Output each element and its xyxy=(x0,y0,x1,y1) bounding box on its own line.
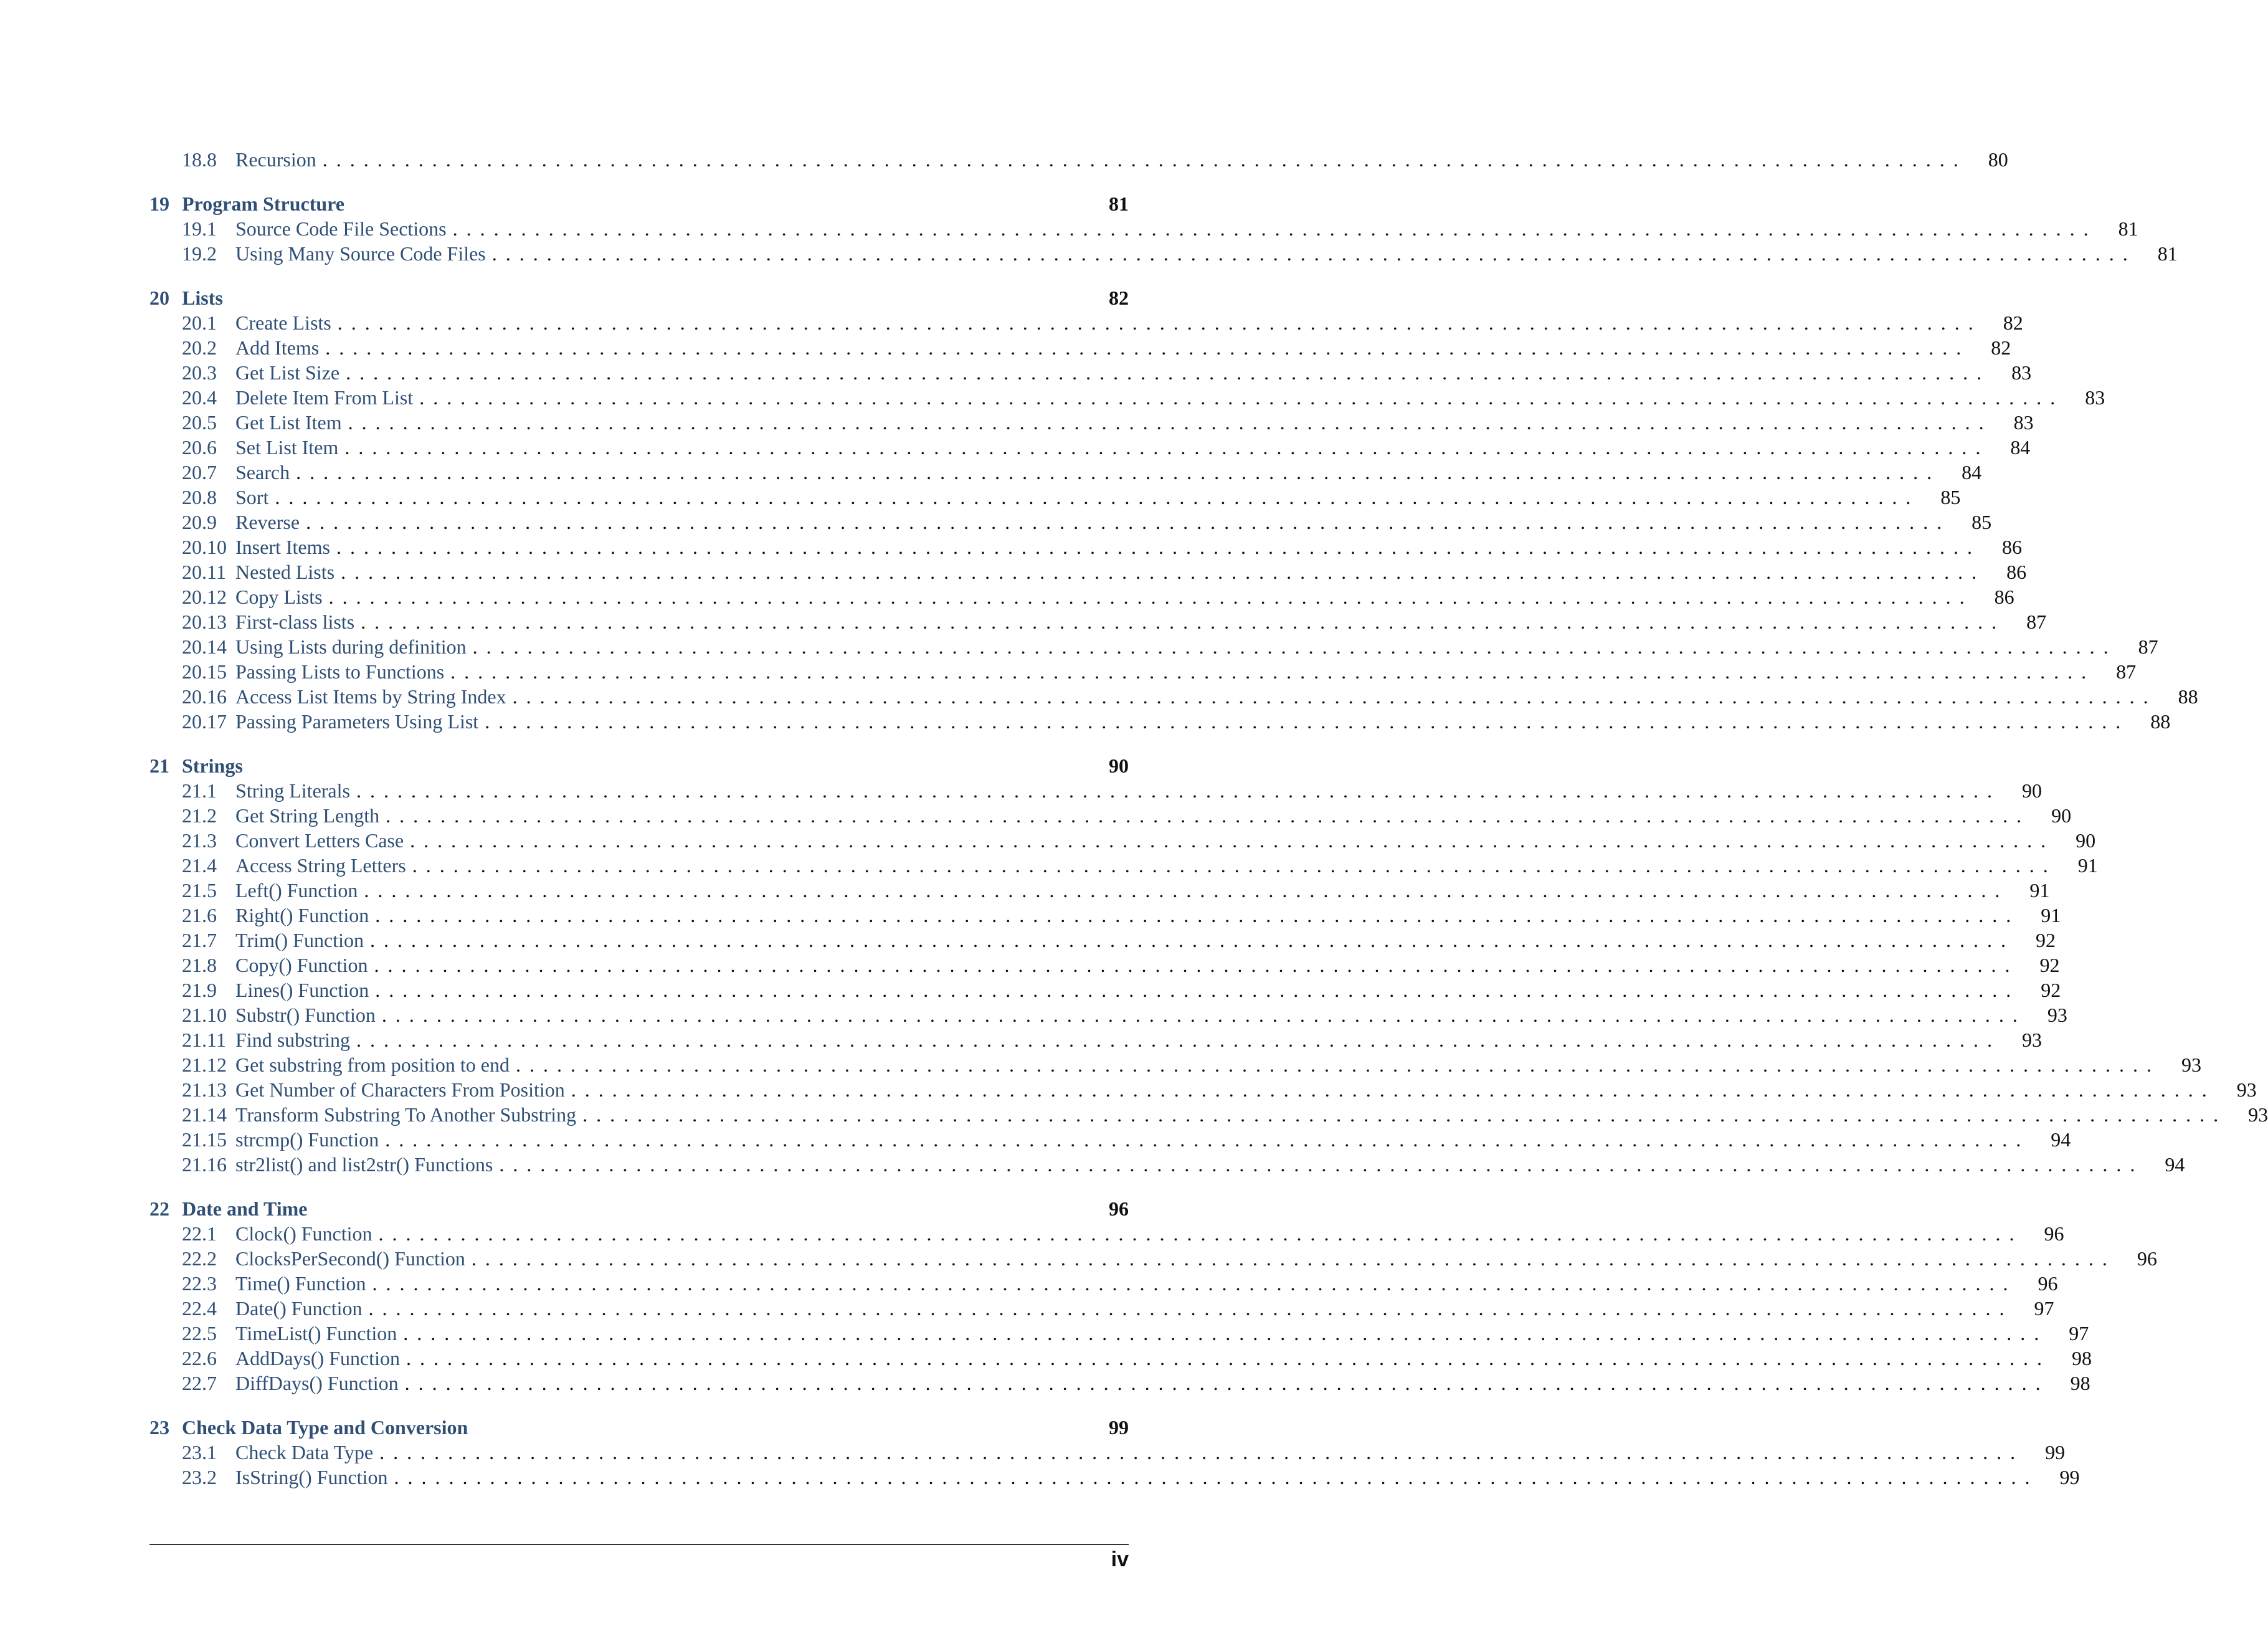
chapter-page-number: 90 xyxy=(1109,754,1129,777)
entry-page-number: 87 xyxy=(2138,635,2158,658)
entry-title[interactable]: str2list() and list2str() Functions xyxy=(235,1153,493,1176)
entry-page-number: 90 xyxy=(2021,779,2042,802)
entry-title[interactable]: Date() Function xyxy=(235,1297,363,1320)
entry-number: 19.1 xyxy=(182,217,217,240)
entry-page-number: 81 xyxy=(2118,217,2138,240)
chapter-title[interactable]: Date and Time xyxy=(182,1197,308,1220)
entry-title[interactable]: strcmp() Function xyxy=(235,1128,379,1151)
toc-chapter xyxy=(149,285,2198,734)
dot-leader: ........................................................................................................................ xyxy=(419,386,2064,409)
entry-title[interactable]: Add Items xyxy=(235,336,320,359)
dot-leader: ........................................................................................................................ xyxy=(275,486,1920,508)
entry-page-number: 96 xyxy=(2038,1272,2058,1295)
dot-leader: ........................................................................................................................ xyxy=(356,779,2001,802)
entry-number: 21.9 xyxy=(182,979,217,1001)
entry-page-number: 93 xyxy=(2047,1004,2067,1026)
entry-number: 20.11 xyxy=(182,561,226,583)
entry-page-number: 82 xyxy=(1991,336,2011,359)
toc-entry[interactable] xyxy=(149,385,2105,410)
toc-entry[interactable] xyxy=(149,310,2023,335)
toc-entry[interactable] xyxy=(149,903,2061,928)
dot-leader: ........................................................................................................................ xyxy=(322,148,1967,171)
entry-page-number: 88 xyxy=(2150,710,2171,733)
entry-title[interactable]: Passing Parameters Using List xyxy=(235,710,479,733)
dot-leader: ........................................................................................................................ xyxy=(404,1372,2049,1394)
dot-leader: ........................................................................................................................ xyxy=(512,685,2157,708)
entry-number: 19.2 xyxy=(182,242,217,265)
chapter-heading[interactable] xyxy=(149,191,1129,216)
entry-title[interactable]: Access List Items by String Index xyxy=(235,685,506,708)
entry-page-number: 90 xyxy=(2076,829,2096,852)
entry-title[interactable]: Insert Items xyxy=(235,536,330,558)
entry-page-number: 83 xyxy=(2011,361,2032,384)
entry-number: 20.5 xyxy=(182,411,217,434)
toc-entry[interactable] xyxy=(149,216,2138,241)
entry-number: 20.12 xyxy=(182,586,227,608)
chapter-heading[interactable] xyxy=(149,1196,1129,1221)
entry-number: 21.11 xyxy=(182,1029,226,1051)
entry-title[interactable]: Get List Size xyxy=(235,361,340,384)
entry-page-number: 88 xyxy=(2178,685,2198,708)
chapter-number: 20 xyxy=(149,287,169,309)
dot-leader: ........................................................................................................................ xyxy=(375,979,2020,1001)
entry-title[interactable]: Transform Substring To Another Substring xyxy=(235,1103,577,1126)
entry-title[interactable]: DiffDays() Function xyxy=(235,1372,399,1394)
chapter-page-number: 96 xyxy=(1109,1197,1129,1220)
dot-leader: ........................................................................................................................ xyxy=(325,336,1970,359)
dot-leader: ........................................................................................................................ xyxy=(582,1103,2228,1126)
toc-entry[interactable] xyxy=(149,535,2022,559)
entry-title[interactable]: String Literals xyxy=(235,779,350,802)
entry-title[interactable]: Recursion xyxy=(235,148,316,171)
toc-entry[interactable] xyxy=(149,1127,2071,1152)
dot-leader: ........................................................................................................................ xyxy=(328,586,1973,608)
entry-page-number: 93 xyxy=(2181,1054,2201,1076)
entry-number: 20.1 xyxy=(182,312,217,334)
entry-page-number: 84 xyxy=(2010,436,2031,459)
entry-page-number: 93 xyxy=(2248,1103,2268,1126)
dot-leader: ........................................................................................................................ xyxy=(337,312,1982,334)
toc-entry[interactable] xyxy=(149,878,2050,903)
entry-title[interactable]: Using Many Source Code Files xyxy=(235,242,486,265)
entry-title[interactable]: Create Lists xyxy=(235,312,331,334)
dot-leader: ........................................................................................................................ xyxy=(306,511,1951,533)
entry-number: 22.6 xyxy=(182,1347,217,1369)
toc-entry[interactable] xyxy=(149,1321,2089,1346)
entry-number: 22.1 xyxy=(182,1222,217,1245)
chapter-title[interactable]: Check Data Type and Conversion xyxy=(182,1416,468,1439)
dot-leader: ........................................................................................................................ xyxy=(368,1297,2013,1320)
entry-title[interactable]: Time() Function xyxy=(235,1272,366,1295)
toc-entry[interactable] xyxy=(149,778,2042,803)
entry-title[interactable]: ClocksPerSecond() Function xyxy=(235,1247,465,1270)
toc-entry[interactable] xyxy=(149,584,2014,609)
toc-entry[interactable] xyxy=(149,410,2034,435)
dot-leader: ........................................................................................................................ xyxy=(375,904,2020,926)
toc-entry[interactable] xyxy=(149,609,2047,634)
toc-entry[interactable] xyxy=(149,435,2031,460)
entry-number: 20.13 xyxy=(182,611,227,633)
toc-entry[interactable] xyxy=(149,485,1961,510)
entry-title[interactable]: Delete Item From List xyxy=(235,386,414,409)
entry-title[interactable]: First-class lists xyxy=(235,611,355,633)
entry-number: 22.2 xyxy=(182,1247,217,1270)
dot-leader: ........................................................................................................................ xyxy=(356,1029,2001,1051)
entry-page-number: 85 xyxy=(1971,511,1992,533)
dot-leader: ........................................................................................................................ xyxy=(348,411,1993,434)
entry-page-number: 86 xyxy=(2006,561,2027,583)
entry-page-number: 90 xyxy=(2051,804,2072,827)
entry-title[interactable]: Nested Lists xyxy=(235,561,335,583)
table-of-contents xyxy=(149,147,2268,1509)
dot-leader: ........................................................................................................................ xyxy=(515,1054,2160,1076)
toc-entry[interactable] xyxy=(149,1371,2090,1396)
chapter-page-number: 81 xyxy=(1109,193,1129,215)
dot-leader: ........................................................................................................................ xyxy=(341,561,1986,583)
toc-entry[interactable] xyxy=(149,853,2098,878)
toc-entry[interactable] xyxy=(149,1346,2092,1371)
chapter-page-number: 82 xyxy=(1109,287,1129,309)
dot-leader: ........................................................................................................................ xyxy=(571,1078,2216,1101)
entry-number: 21.16 xyxy=(182,1153,227,1176)
chapter-number: 22 xyxy=(149,1197,169,1220)
entry-number: 20.14 xyxy=(182,635,227,658)
chapter-number: 23 xyxy=(149,1416,169,1439)
toc-entry[interactable] xyxy=(149,709,2171,734)
dot-leader: ........................................................................................................................ xyxy=(378,1222,2023,1245)
entry-title[interactable]: Source Code File Sections xyxy=(235,217,447,240)
toc-entry[interactable] xyxy=(149,559,2027,584)
toc-chapter xyxy=(149,753,2268,1177)
entry-title[interactable]: Substr() Function xyxy=(235,1004,376,1026)
toc-entry[interactable] xyxy=(149,1296,2054,1321)
entry-number: 21.3 xyxy=(182,829,217,852)
entry-page-number: 98 xyxy=(2071,1347,2092,1369)
chapter-title[interactable]: Strings xyxy=(182,754,243,777)
dot-leader: ........................................................................................................................ xyxy=(336,536,1981,558)
entry-page-number: 92 xyxy=(2035,929,2056,951)
entry-number: 23.1 xyxy=(182,1441,217,1463)
toc-chapter xyxy=(149,1196,2157,1396)
entry-page-number: 91 xyxy=(2041,904,2061,926)
entry-page-number: 91 xyxy=(2077,854,2098,877)
entry-title[interactable]: Left() Function xyxy=(235,879,358,902)
toc-entry[interactable] xyxy=(149,803,2072,828)
toc-chapter xyxy=(149,1415,2080,1490)
toc-entry[interactable] xyxy=(149,1440,2066,1465)
entry-number: 20.10 xyxy=(182,536,227,558)
entry-number: 21.1 xyxy=(182,779,217,802)
entry-title[interactable]: Get substring from position to end xyxy=(235,1054,510,1076)
entry-page-number: 93 xyxy=(2236,1078,2257,1101)
dot-leader: ........................................................................................................................ xyxy=(406,1347,2051,1369)
toc-entry[interactable] xyxy=(149,1002,2067,1027)
dot-leader: ........................................................................................................................ xyxy=(491,242,2137,265)
chapter-heading[interactable] xyxy=(149,1415,1129,1440)
toc-entry[interactable] xyxy=(149,634,2158,659)
dot-leader: ........................................................................................................................ xyxy=(379,1441,2024,1463)
entry-page-number: 97 xyxy=(2069,1322,2089,1344)
entry-number: 21.2 xyxy=(182,804,217,827)
entry-title[interactable]: Find substring xyxy=(235,1029,351,1051)
entry-title[interactable]: Get Number of Characters From Position xyxy=(235,1078,565,1101)
entry-title[interactable]: Copy() Function xyxy=(235,954,368,976)
entry-number: 20.8 xyxy=(182,486,217,508)
dot-leader: ........................................................................................................................ xyxy=(381,1004,2026,1026)
entry-title[interactable]: IsString() Function xyxy=(235,1466,388,1488)
dot-leader: ........................................................................................................................ xyxy=(450,660,2095,683)
dot-leader: ........................................................................................................................ xyxy=(403,1322,2048,1344)
entry-title[interactable]: Set List Item xyxy=(235,436,339,459)
entry-title[interactable]: Check Data Type xyxy=(235,1441,374,1463)
entry-number: 21.12 xyxy=(182,1054,227,1076)
entry-page-number: 98 xyxy=(2070,1372,2090,1394)
toc-entry[interactable] xyxy=(149,1027,2043,1052)
entry-title[interactable]: TimeList() Function xyxy=(235,1322,397,1344)
entry-number: 20.2 xyxy=(182,336,217,359)
entry-title[interactable]: Clock() Function xyxy=(235,1222,372,1245)
entry-number: 21.13 xyxy=(182,1078,227,1101)
entry-page-number: 80 xyxy=(1988,148,2008,171)
entry-page-number: 96 xyxy=(2044,1222,2064,1245)
entry-page-number: 99 xyxy=(2045,1441,2066,1463)
toc-entry[interactable] xyxy=(149,828,2096,853)
entry-number: 21.4 xyxy=(182,854,217,877)
entry-number: 21.10 xyxy=(182,1004,227,1026)
chapter-page-number: 99 xyxy=(1109,1416,1129,1439)
entry-page-number: 94 xyxy=(2165,1153,2185,1176)
dot-leader: ........................................................................................................................ xyxy=(369,929,2014,951)
entry-page-number: 82 xyxy=(2003,312,2023,334)
entry-number: 20.9 xyxy=(182,511,217,533)
entry-title[interactable]: Using Lists during definition xyxy=(235,635,467,658)
entry-page-number: 83 xyxy=(2085,386,2105,409)
entry-number: 21.6 xyxy=(182,904,217,926)
chapter-list xyxy=(149,191,2268,1490)
chapter-heading[interactable] xyxy=(149,285,1129,310)
entry-number: 20.4 xyxy=(182,386,217,409)
entry-page-number: 85 xyxy=(1940,486,1961,508)
entry-number: 20.17 xyxy=(182,710,227,733)
entry-title[interactable]: Lines() Function xyxy=(235,979,369,1001)
chapter-title[interactable]: Program Structure xyxy=(182,193,344,215)
dot-leader: ........................................................................................................................ xyxy=(372,1272,2017,1295)
entry-page-number: 93 xyxy=(2022,1029,2043,1051)
toc-entry[interactable] xyxy=(149,241,2178,266)
toc-entry[interactable] xyxy=(149,510,1992,535)
page-number: iv xyxy=(1111,1548,1129,1571)
entry-page-number: 81 xyxy=(2157,242,2178,265)
entry-title[interactable]: Get String Length xyxy=(235,804,380,827)
entry-title[interactable]: Copy Lists xyxy=(235,586,323,608)
entry-number: 22.7 xyxy=(182,1372,217,1394)
entry-title[interactable]: AddDays() Function xyxy=(235,1347,400,1369)
entry-number: 20.6 xyxy=(182,436,217,459)
dot-leader: ........................................................................................................................ xyxy=(385,1128,2030,1151)
toc-entry[interactable] xyxy=(149,1246,2157,1271)
entry-number: 21.5 xyxy=(182,879,217,902)
chapter-title[interactable]: Lists xyxy=(182,287,223,309)
entry-number: 20.16 xyxy=(182,685,227,708)
entry-title[interactable]: Right() Function xyxy=(235,904,369,926)
toc-entry[interactable] xyxy=(149,1465,2080,1490)
toc-entry[interactable] xyxy=(149,1221,2064,1246)
dot-leader: ........................................................................................................................ xyxy=(344,436,1990,459)
toc-entry[interactable] xyxy=(149,928,2056,953)
entry-page-number: 97 xyxy=(2034,1297,2054,1320)
entry-title[interactable]: Access String Letters xyxy=(235,854,406,877)
entry-page-number: 86 xyxy=(1994,586,2014,608)
entry-number: 21.14 xyxy=(182,1103,227,1126)
dot-leader: ........................................................................................................................ xyxy=(374,954,2019,976)
dot-leader: ........................................................................................................................ xyxy=(361,611,2006,633)
entry-title[interactable]: Convert Letters Case xyxy=(235,829,404,852)
toc-entry[interactable] xyxy=(149,460,1982,485)
toc-entry[interactable] xyxy=(149,1271,2058,1296)
toc-entry[interactable] xyxy=(149,1102,2268,1127)
entry-page-number: 99 xyxy=(2059,1466,2080,1488)
entry-page-number: 86 xyxy=(2001,536,2022,558)
dot-leader: ........................................................................................................................ xyxy=(296,461,1941,483)
toc-entry[interactable] xyxy=(149,659,2137,684)
entry-title[interactable]: Trim() Function xyxy=(235,929,364,951)
dot-leader: ........................................................................................................................ xyxy=(472,635,2117,658)
entry-title[interactable]: Search xyxy=(235,461,290,483)
entry-title[interactable]: Sort xyxy=(235,486,269,508)
dot-leader: ........................................................................................................................ xyxy=(471,1247,2116,1270)
chapter-heading[interactable] xyxy=(149,753,1129,778)
entry-page-number: 94 xyxy=(2051,1128,2071,1151)
dot-leader: ........................................................................................................................ xyxy=(386,804,2031,827)
entry-number: 23.2 xyxy=(182,1466,217,1488)
entry-page-number: 91 xyxy=(2029,879,2050,902)
entry-page-number: 96 xyxy=(2137,1247,2157,1270)
toc-chapter xyxy=(149,191,2178,266)
entry-number: 22.3 xyxy=(182,1272,217,1295)
entry-title[interactable]: Passing Lists to Functions xyxy=(235,660,445,683)
entry-title[interactable]: Reverse xyxy=(235,511,300,533)
toc-entry[interactable] xyxy=(149,953,2060,978)
entry-number: 18.8 xyxy=(182,148,217,171)
entry-number: 20.15 xyxy=(182,660,227,683)
dot-leader: ........................................................................................................................ xyxy=(485,710,2130,733)
entry-number: 22.4 xyxy=(182,1297,217,1320)
entry-number: 20.3 xyxy=(182,361,217,384)
toc-entry[interactable] xyxy=(149,978,2061,1002)
dot-leader: ........................................................................................................................ xyxy=(452,217,2097,240)
dot-leader: ........................................................................................................................ xyxy=(410,829,2055,852)
entry-title[interactable]: Get List Item xyxy=(235,411,342,434)
entry-number: 21.8 xyxy=(182,954,217,976)
toc-entry[interactable] xyxy=(149,1052,2201,1077)
entry-number: 21.7 xyxy=(182,929,217,951)
entry-page-number: 87 xyxy=(2026,611,2047,633)
toc-entry[interactable] xyxy=(149,335,2011,360)
entry-number: 22.5 xyxy=(182,1322,217,1344)
toc-entry[interactable] xyxy=(149,147,2008,172)
toc-entry[interactable] xyxy=(149,1152,2185,1177)
entry-number: 20.7 xyxy=(182,461,217,483)
toc-entry[interactable] xyxy=(149,1077,2257,1102)
dot-leader: ........................................................................................................................ xyxy=(394,1466,2039,1488)
toc-entry[interactable] xyxy=(149,360,2032,385)
entry-page-number: 84 xyxy=(1962,461,1982,483)
entry-page-number: 92 xyxy=(2041,979,2061,1001)
dot-leader: ........................................................................................................................ xyxy=(346,361,1991,384)
entry-page-number: 92 xyxy=(2039,954,2060,976)
toc-entry[interactable] xyxy=(149,684,2198,709)
entry-page-number: 83 xyxy=(2013,411,2034,434)
dot-leader: ........................................................................................................................ xyxy=(364,879,2009,902)
footer-rule xyxy=(149,1544,1129,1545)
dot-leader: ........................................................................................................................ xyxy=(412,854,2057,877)
chapter-number: 21 xyxy=(149,754,169,777)
entry-number: 21.15 xyxy=(182,1128,227,1151)
dot-leader: ........................................................................................................................ xyxy=(499,1153,2144,1176)
chapter-number: 19 xyxy=(149,193,169,215)
entry-page-number: 87 xyxy=(2116,660,2137,683)
